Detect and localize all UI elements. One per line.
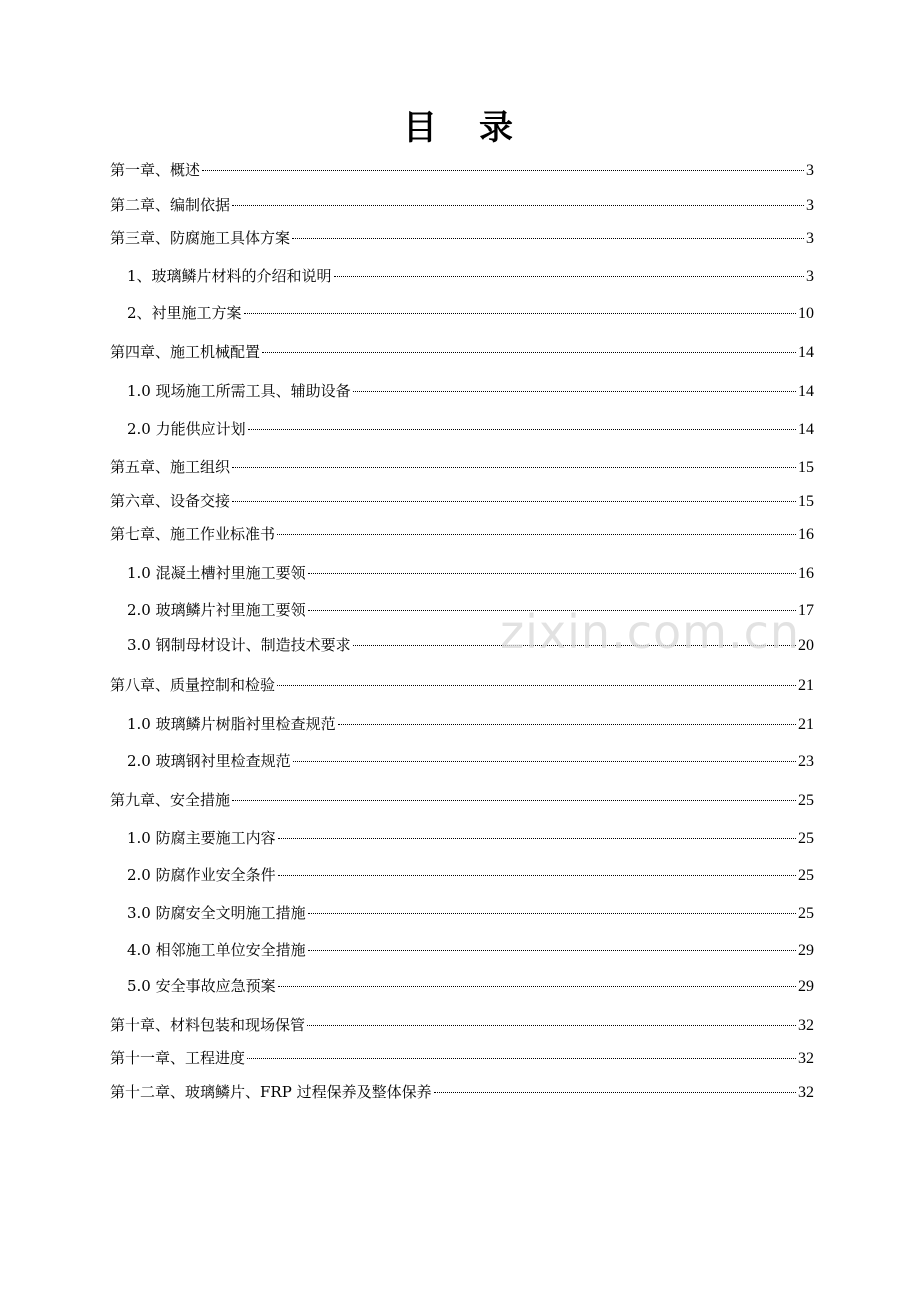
dot-leader [248, 429, 796, 430]
dot-leader [262, 352, 796, 353]
toc-entry-page: 25 [798, 867, 814, 884]
toc-entry[interactable] [110, 790, 814, 811]
toc-entry[interactable] [127, 714, 814, 735]
toc-entry-page: 25 [798, 792, 814, 809]
dot-leader [232, 501, 796, 502]
toc-entry-label: 1.0 玻璃鳞片树脂衬里检查规范 [127, 715, 336, 733]
toc-entry-label: 4.0 相邻施工单位安全措施 [127, 941, 306, 959]
toc-entry-label: 2.0 力能供应计划 [127, 420, 246, 438]
dot-leader [334, 276, 804, 277]
toc-entry-page: 3 [806, 162, 814, 179]
toc-entry-page: 23 [798, 753, 814, 770]
toc-entry-label: 1.0 现场施工所需工具、辅助设备 [127, 382, 351, 400]
toc-entry-page: 32 [798, 1084, 814, 1101]
dot-leader [278, 838, 796, 839]
dot-leader [277, 534, 796, 535]
toc-entry-page: 15 [798, 459, 814, 476]
dot-leader [202, 170, 804, 171]
toc-entry[interactable] [127, 903, 814, 924]
toc-entry-page: 3 [806, 197, 814, 214]
toc-entry[interactable] [127, 976, 814, 997]
toc-entry-page: 16 [798, 565, 814, 582]
toc-entry[interactable] [110, 491, 814, 512]
toc-entry-label: 第四章、施工机械配置 [110, 343, 261, 361]
toc-entry-label: 第七章、施工作业标准书 [110, 525, 276, 543]
toc-entry-page: 3 [806, 230, 814, 247]
dot-leader [277, 685, 796, 686]
toc-entry[interactable] [127, 828, 814, 849]
dot-leader [307, 1025, 796, 1026]
toc-entry[interactable] [127, 865, 814, 886]
dot-leader [278, 875, 796, 876]
toc-entry-page: 29 [798, 942, 814, 959]
toc-entry-label: 第十章、材料包装和现场保管 [110, 1016, 306, 1034]
toc-entry-label: 第三章、防腐施工具体方案 [110, 229, 291, 247]
toc-entry[interactable] [110, 342, 814, 363]
toc-entry[interactable] [110, 1015, 814, 1036]
toc-entry-page: 3 [806, 268, 814, 285]
toc-entry-label: 第十一章、工程进度 [110, 1049, 246, 1067]
toc-entry-label: 第六章、设备交接 [110, 492, 231, 510]
dot-leader [244, 313, 796, 314]
toc-entry-label: 1、玻璃鳞片材料的介绍和说明 [127, 267, 332, 285]
toc-entry[interactable] [127, 266, 814, 287]
toc-entry-label: 第五章、施工组织 [110, 458, 231, 476]
toc-entry-page: 29 [798, 978, 814, 995]
toc-entry-label: 2.0 玻璃钢衬里检查规范 [127, 752, 291, 770]
toc-entry-label: 第十二章、玻璃鳞片、FRP 过程保养及整体保养 [110, 1083, 432, 1101]
dot-leader [278, 986, 796, 987]
toc-entry[interactable] [127, 381, 814, 402]
toc-entry-label: 第二章、编制依据 [110, 196, 231, 214]
toc-entry[interactable] [110, 1082, 814, 1103]
toc-entry-page: 21 [798, 716, 814, 733]
toc-entry[interactable] [110, 195, 814, 216]
dot-leader [338, 724, 796, 725]
toc-entry-label: 2.0 防腐作业安全条件 [127, 866, 276, 884]
dot-leader [308, 950, 796, 951]
dot-leader [232, 205, 804, 206]
toc-entry[interactable] [127, 419, 814, 440]
toc-entry-label: 2.0 玻璃鳞片衬里施工要领 [127, 601, 306, 619]
watermark: zixin.com.cn [500, 605, 801, 659]
dot-leader [434, 1092, 796, 1093]
toc-title: 目 录 [403, 108, 517, 148]
toc-entry-page: 15 [798, 493, 814, 510]
toc-entry-label: 2、衬里施工方案 [127, 304, 242, 322]
toc-entry-page: 20 [798, 637, 814, 654]
dot-leader [293, 761, 796, 762]
toc-entry-page: 25 [798, 905, 814, 922]
toc-entry[interactable] [110, 160, 814, 181]
toc-entry-page: 21 [798, 677, 814, 694]
dot-leader [232, 800, 796, 801]
toc-entry-label: 第八章、质量控制和检验 [110, 676, 276, 694]
toc-entry-label: 3.0 钢制母材设计、制造技术要求 [127, 636, 351, 654]
toc-entry-label: 3.0 防腐安全文明施工措施 [127, 904, 306, 922]
toc-entry[interactable] [127, 940, 814, 961]
toc-entry-label: 第一章、概述 [110, 161, 201, 179]
toc-entry-page: 14 [798, 383, 814, 400]
dot-leader [232, 467, 796, 468]
dot-leader [247, 1058, 796, 1059]
toc-entry[interactable] [110, 524, 814, 545]
toc-entry[interactable] [110, 675, 814, 696]
toc-entry-page: 14 [798, 421, 814, 438]
dot-leader [308, 913, 796, 914]
toc-entry-page: 16 [798, 526, 814, 543]
dot-leader [292, 238, 804, 239]
toc-entry[interactable] [110, 228, 814, 249]
toc-entry-page: 14 [798, 344, 814, 361]
toc-entry[interactable] [127, 563, 814, 584]
toc-entry-page: 25 [798, 830, 814, 847]
toc-entry-page: 32 [798, 1017, 814, 1034]
toc-entry-label: 第九章、安全措施 [110, 791, 231, 809]
toc-entry-label: 1.0 防腐主要施工内容 [127, 829, 276, 847]
toc-entry[interactable] [110, 457, 814, 478]
toc-entry[interactable] [127, 751, 814, 772]
dot-leader [353, 391, 796, 392]
toc-entry[interactable] [127, 303, 814, 324]
toc-entry-page: 17 [798, 602, 814, 619]
toc-entry-label: 1.0 混凝土槽衬里施工要领 [127, 564, 306, 582]
toc-entry-label: 5.0 安全事故应急预案 [127, 977, 276, 995]
toc-entry-page: 32 [798, 1050, 814, 1067]
toc-entry-page: 10 [798, 305, 814, 322]
dot-leader [308, 573, 796, 574]
toc-entry[interactable] [110, 1048, 814, 1069]
